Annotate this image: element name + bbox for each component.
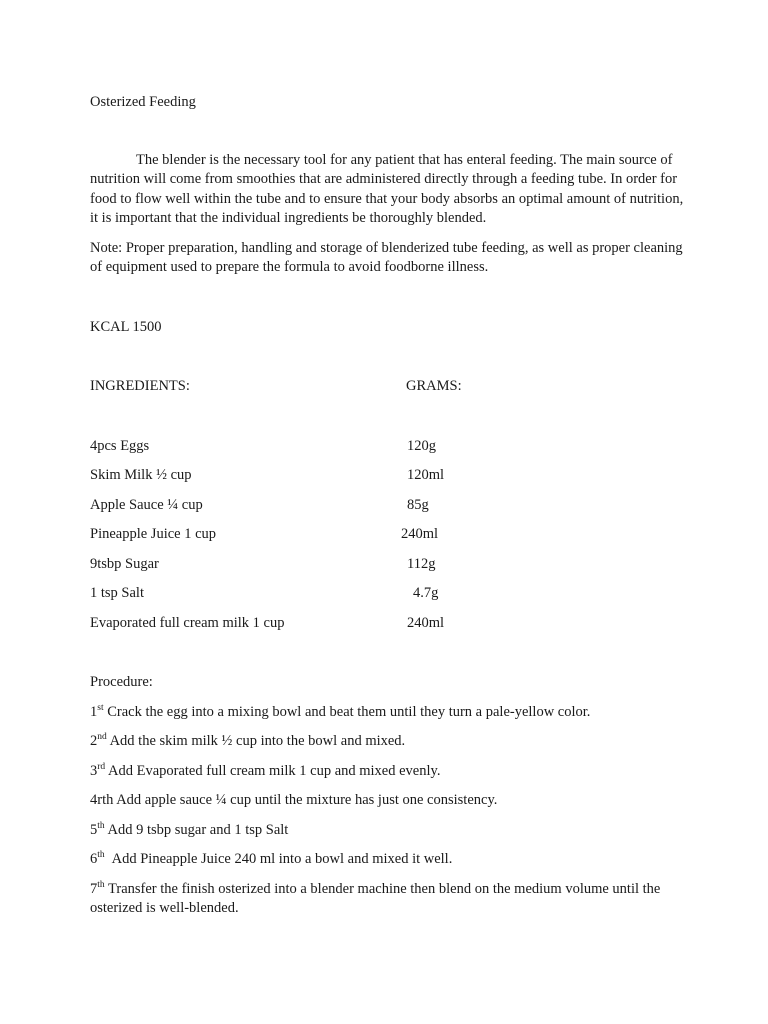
step-number: 6 bbox=[90, 851, 98, 867]
step-number: 3 bbox=[90, 763, 98, 779]
procedure-step bbox=[90, 821, 288, 839]
step-ordinal: th bbox=[97, 880, 105, 890]
ingredient-amount: 240ml bbox=[401, 526, 439, 542]
step-number: 5 bbox=[90, 822, 98, 838]
procedure-step bbox=[90, 880, 686, 919]
procedure-step bbox=[90, 732, 405, 750]
ingredient-name: 9tsbp Sugar bbox=[90, 556, 159, 572]
step-number: 2 bbox=[90, 733, 98, 749]
procedure-header: Procedure: bbox=[90, 674, 153, 690]
kcal-label: KCAL 1500 bbox=[90, 319, 162, 335]
document-title: Osterized Feeding bbox=[90, 94, 196, 110]
note-paragraph: Note: Proper preparation, handling and storage of blenderized tube feeding, as well as proper cleaning of equipment used to prepare the formula to avoid foodborne illness. bbox=[90, 240, 683, 276]
step-ordinal: rd bbox=[97, 762, 106, 772]
ingredient-amount: 240ml bbox=[407, 615, 445, 631]
step-text: Add the skim milk ½ cup into the bowl and mixed. bbox=[109, 733, 406, 749]
intro-paragraph bbox=[90, 151, 686, 228]
ingredient-amount: 120g bbox=[407, 438, 436, 454]
ingredient-amount: 112g bbox=[407, 556, 436, 572]
step-ordinal: nd bbox=[97, 732, 107, 742]
step-ordinal: th bbox=[97, 821, 105, 831]
ingredient-name: Apple Sauce ¼ cup bbox=[90, 497, 203, 513]
ingredient-name: 1 tsp Salt bbox=[90, 585, 144, 601]
ingredient-name: Evaporated full cream milk 1 cup bbox=[90, 615, 285, 631]
ingredient-amount: 120ml bbox=[407, 467, 445, 483]
procedure-step bbox=[90, 791, 497, 809]
ingredient-name: Pineapple Juice 1 cup bbox=[90, 526, 217, 542]
procedure-step bbox=[90, 762, 440, 780]
step-text: Add Evaporated full cream milk 1 cup and mixed evenly. bbox=[108, 763, 441, 779]
ingredients-header: INGREDIENTS: bbox=[90, 378, 190, 394]
ingredient-amount: 85g bbox=[407, 497, 429, 513]
step-ordinal: st bbox=[97, 703, 104, 713]
ingredient-name: Skim Milk ½ cup bbox=[90, 467, 192, 483]
ingredient-name: 4pcs Eggs bbox=[90, 438, 150, 454]
step-number: 4rth bbox=[90, 792, 114, 808]
step-number: 1 bbox=[90, 704, 98, 720]
step-text: Add 9 tsbp sugar and 1 tsp Salt bbox=[107, 822, 289, 838]
step-text: Crack the egg into a mixing bowl and beat them until they turn a pale-yellow color. bbox=[107, 704, 591, 720]
step-text: Transfer the finish osterized into a blender machine then blend on the medium volume until the osterized is well-blended. bbox=[90, 881, 661, 917]
procedure-step bbox=[90, 703, 590, 721]
step-ordinal: th bbox=[97, 850, 105, 860]
ingredient-amount: 4.7g bbox=[413, 585, 439, 601]
procedure-step bbox=[90, 850, 452, 868]
grams-header: GRAMS: bbox=[406, 378, 462, 394]
step-text: Add Pineapple Juice 240 ml into a bowl and mixed it well. bbox=[111, 851, 453, 867]
intro-text: The blender is the necessary tool for any patient that has enteral feeding. The main source of nutrition will come from smoothies that are administered directly through a feeding tube. In order for food to flow well within the tube and to ensure that your body absorbs an optimal amount of nutrition, it is important that the individual ingredients be thoroughly blended. bbox=[90, 152, 684, 226]
step-text: Add apple sauce ¼ cup until the mixture has just one consistency. bbox=[116, 792, 498, 808]
step-number: 7 bbox=[90, 881, 98, 897]
